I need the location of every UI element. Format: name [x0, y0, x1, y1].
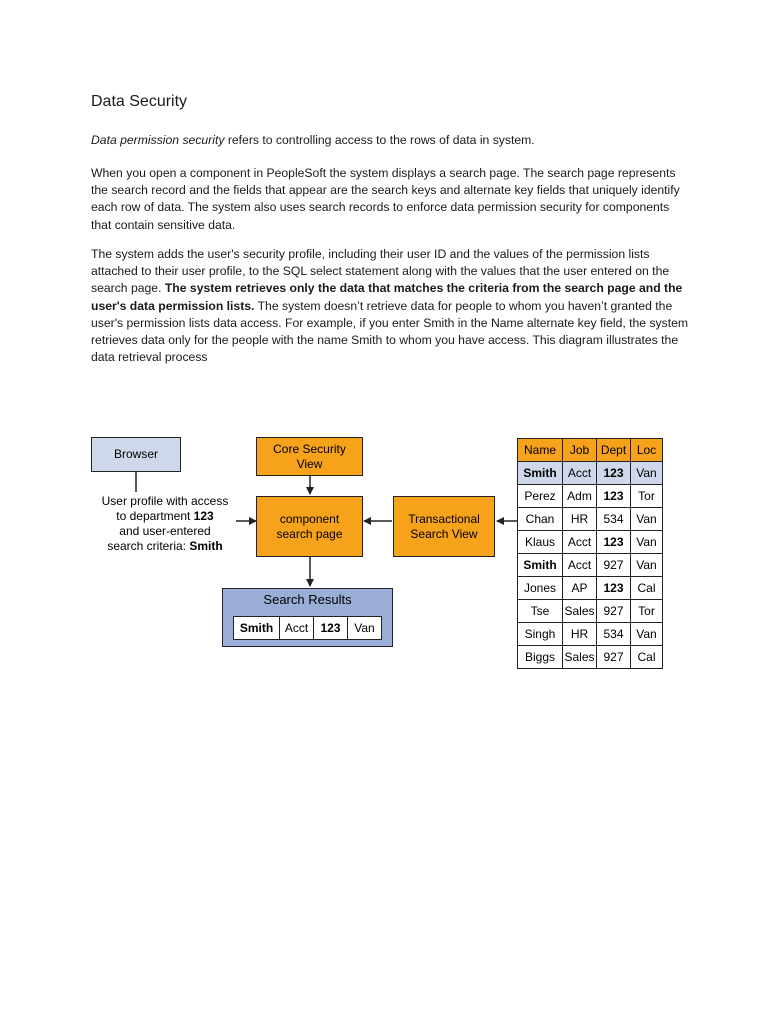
table-cell: Cal: [630, 645, 663, 669]
table-header-cell: Job: [562, 438, 597, 462]
table-cell: 123: [596, 530, 631, 554]
table-cell: Smith: [517, 461, 563, 485]
profile-line1: User profile with access: [101, 494, 229, 508]
table-cell: Acct: [562, 553, 597, 577]
table-cell: 534: [596, 622, 631, 646]
browser-label: Browser: [113, 447, 158, 461]
transactional-search-view-box: [393, 496, 495, 557]
result-cell-loc: Van: [347, 616, 382, 640]
result-cell-name: Smith: [233, 616, 280, 640]
table-cell: Biggs: [517, 645, 563, 669]
paragraph-part-c: The system doesn’t retrieve data for people to whom you haven’t granted the user's permission lists data access. For example, if you enter Smith in the Name alternate key field, the system retrieves data only for the people with the name Smith to whom you have access. This diagram illustrates the data retrieval process: [91, 298, 689, 365]
core-security-label-line2: View: [296, 456, 323, 471]
table-cell: Van: [630, 461, 663, 485]
component-label-line1: component: [279, 511, 340, 526]
table-cell: 927: [596, 553, 631, 577]
profile-line2-text: to department: [116, 509, 194, 523]
table-cell: Tor: [630, 599, 663, 623]
table-cell: Perez: [517, 484, 563, 508]
table-cell: 123: [596, 576, 631, 600]
profile-dept-value: 123: [193, 509, 214, 523]
table-cell: Cal: [630, 576, 663, 600]
search-results-title: Search Results: [263, 592, 352, 607]
profile-line4: [92, 539, 238, 554]
table-cell: Sales: [562, 645, 597, 669]
table-cell: Klaus: [517, 530, 563, 554]
paragraph-part-a: The system adds the user's security profile, including their user ID and the values of the permission lists attached to their user profile, to the SQL select statement along with the values that the user entered on the search page.: [91, 247, 670, 296]
profile-line3: and user-entered: [119, 524, 211, 538]
table-cell: Sales: [562, 599, 597, 623]
paragraph-part-emphasis: The system retrieves only the data that matches the criteria from the search page and the user's data permission lists.: [91, 281, 683, 313]
transactional-label-line1: Transactional: [408, 511, 480, 526]
table-cell: HR: [562, 507, 597, 531]
profile-name-value: Smith: [189, 539, 223, 553]
table-cell: Acct: [562, 461, 597, 485]
table-cell: Van: [630, 530, 663, 554]
table-cell: Chan: [517, 507, 563, 531]
core-security-view-box: [256, 437, 363, 476]
table-header-cell: Loc: [630, 438, 663, 462]
table-cell: 123: [596, 461, 631, 485]
table-cell: 123: [596, 484, 631, 508]
table-cell: Adm: [562, 484, 597, 508]
table-cell: Van: [630, 553, 663, 577]
document-title: Data Security: [91, 93, 188, 110]
component-label-line2: search page: [276, 526, 343, 541]
table-cell: Tse: [517, 599, 563, 623]
result-cell-job: Acct: [279, 616, 314, 640]
term-data-permission-security: Data permission security: [91, 133, 225, 147]
component-search-page-box: [256, 496, 363, 557]
profile-line4-text: search criteria:: [107, 539, 190, 553]
table-cell: 927: [596, 599, 631, 623]
table-header-cell: Dept: [596, 438, 631, 462]
table-cell: Smith: [517, 553, 563, 577]
transactional-label-line2: Search View: [410, 526, 478, 541]
table-cell: Tor: [630, 484, 663, 508]
table-cell: Van: [630, 622, 663, 646]
paragraph-search-page: When you open a component in PeopleSoft the system displays a search page. The search page represents the search record and the fields that appear are the search keys and alternate key fields that uniquely identify each row of data. The system also uses search records to enforce data permission security for components that contain sensitive data.: [91, 166, 680, 232]
table-cell: AP: [562, 576, 597, 600]
table-cell: Singh: [517, 622, 563, 646]
result-cell-dept: 123: [313, 616, 348, 640]
table-cell: Van: [630, 507, 663, 531]
table-cell: Acct: [562, 530, 597, 554]
table-cell: 927: [596, 645, 631, 669]
profile-line2: [92, 509, 238, 524]
table-cell: Jones: [517, 576, 563, 600]
table-cell: 534: [596, 507, 631, 531]
definition-text: refers to controlling access to the rows of data in system.: [224, 133, 535, 147]
table-cell: HR: [562, 622, 597, 646]
core-security-label-line1: Core Security: [273, 441, 346, 456]
table-header-cell: Name: [517, 438, 563, 462]
browser-box: [91, 437, 181, 472]
user-profile-note: [92, 494, 238, 554]
